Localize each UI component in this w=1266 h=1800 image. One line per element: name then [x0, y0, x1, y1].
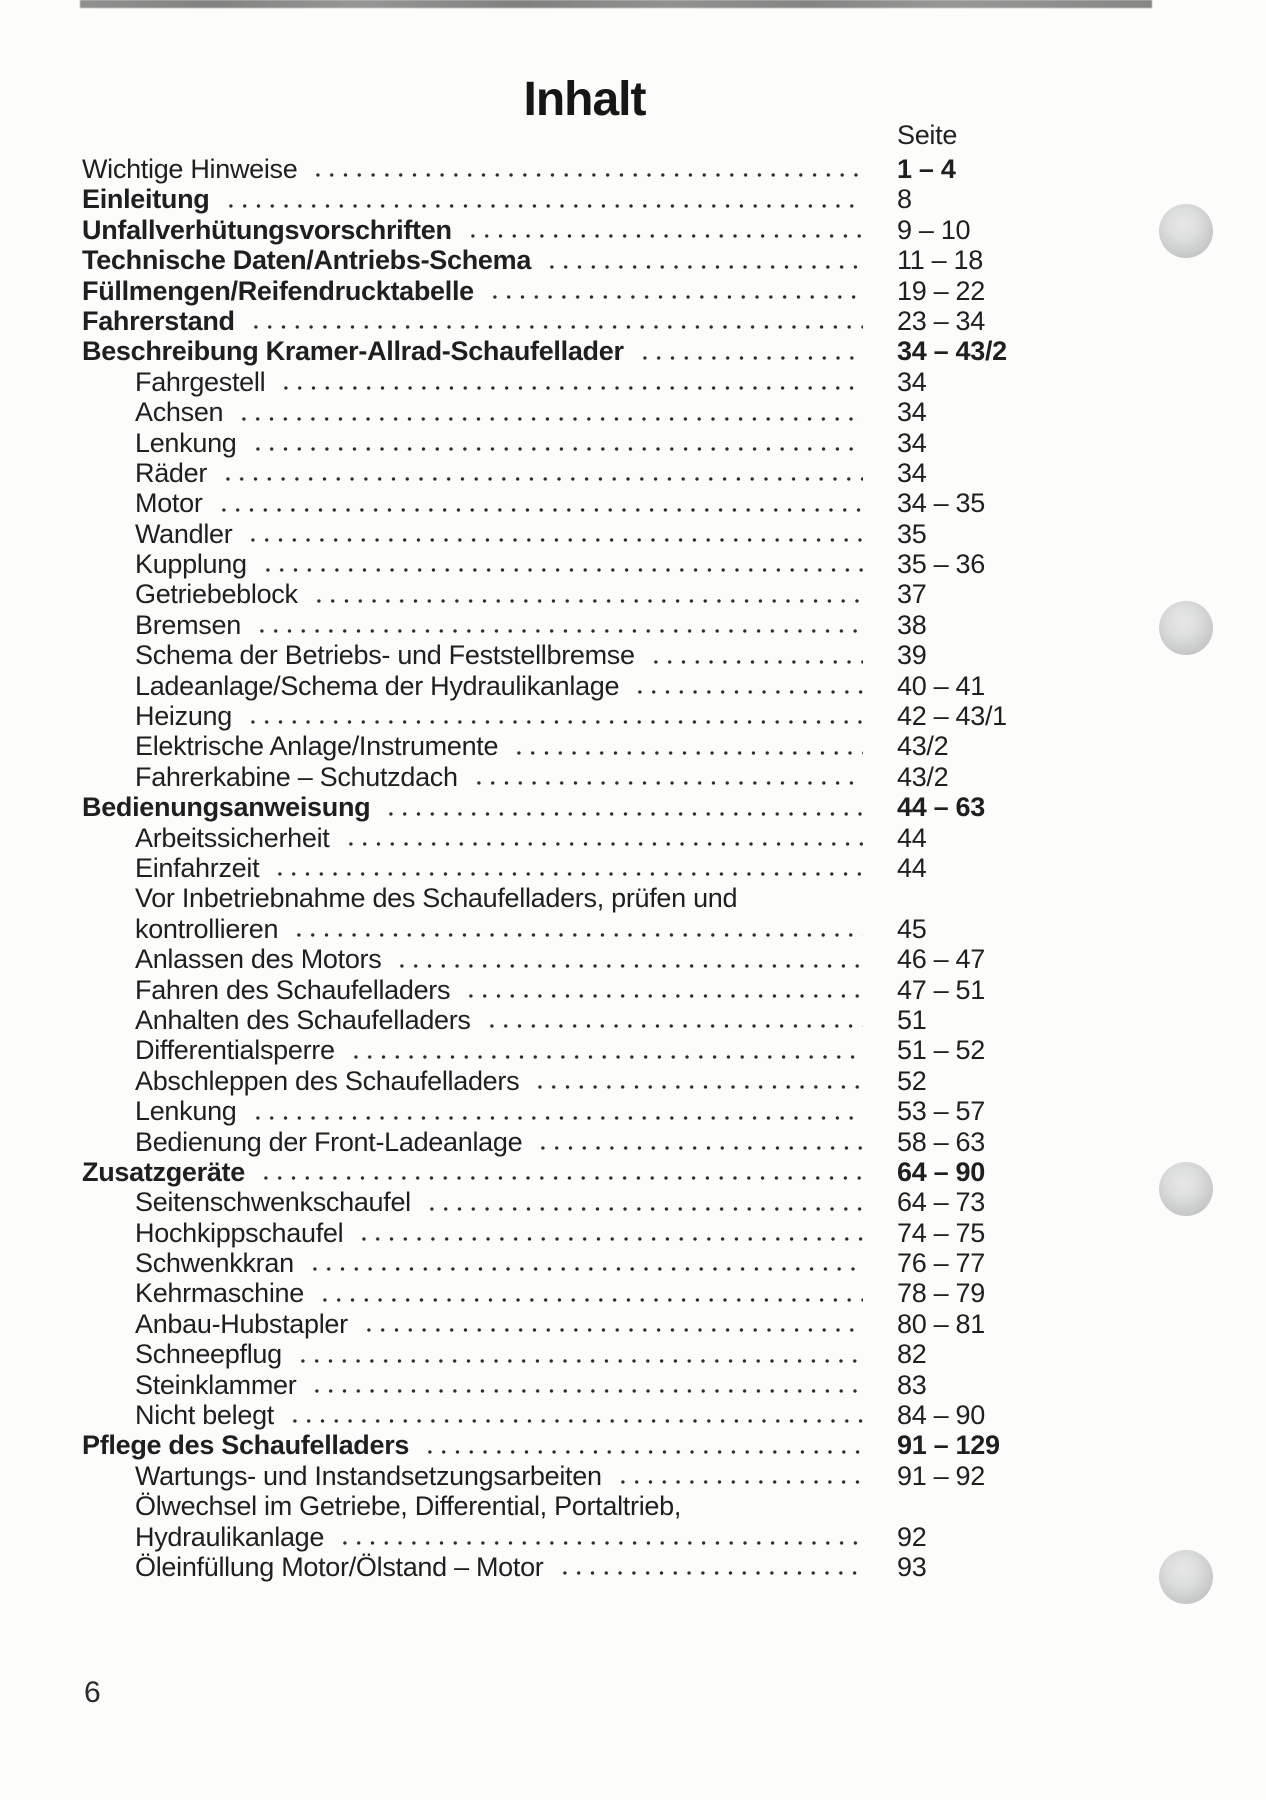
toc-entry-pages: 44 [897, 852, 927, 883]
toc-entry-label: Hochkippschaufel [135, 1217, 344, 1248]
toc-entry [82, 276, 1047, 306]
page-title: Inhalt [523, 73, 646, 126]
toc-entry [82, 306, 1047, 336]
dot-leader [541, 265, 863, 269]
dot-leader [284, 1419, 863, 1423]
toc-entry [82, 458, 1047, 488]
toc-entry-label: Elektrische Anlage/Instrumente [135, 731, 499, 762]
toc-entry [82, 1187, 1047, 1217]
toc-entry-label: Wandler [135, 518, 233, 549]
toc-entry-pages: 44 [897, 822, 927, 853]
toc-entry-pages: 74 – 75 [897, 1217, 985, 1248]
toc-entry-pages: 34 [897, 427, 927, 458]
toc-entry-pages: 9 – 10 [897, 214, 971, 245]
toc-entry-pages: 64 – 90 [897, 1156, 985, 1187]
toc-entry [82, 215, 1047, 245]
dot-leader [242, 538, 863, 542]
toc-entry-pages: 84 – 90 [897, 1400, 985, 1431]
toc-entry-label: Anhalten des Schaufelladers [135, 1004, 471, 1035]
dot-leader [233, 417, 863, 421]
dot-leader [358, 1328, 863, 1332]
dot-leader [691, 1511, 863, 1515]
toc-entry [82, 1005, 1047, 1035]
dot-leader [247, 447, 864, 451]
scan-artifact-strip [80, 0, 1152, 8]
dot-leader [314, 1298, 863, 1302]
toc-entry-pages: 52 [897, 1065, 927, 1096]
dot-leader [419, 1450, 863, 1454]
toc-entry-label: Getriebeblock [135, 579, 298, 610]
dot-leader [554, 1571, 864, 1575]
toc-entry-pages: 1 – 4 [897, 154, 956, 184]
dot-leader [334, 1541, 863, 1545]
toc-entry-label: Unfallverhütungsvorschriften [82, 214, 452, 245]
toc-entry [82, 853, 1047, 883]
toc-entry-pages: 76 – 77 [897, 1248, 985, 1279]
toc-entry-pages: 51 [897, 1004, 927, 1035]
dot-leader [307, 173, 863, 177]
toc-entry-pages: 39 [897, 640, 927, 671]
toc-entry-label: Fahrgestell [135, 366, 266, 397]
toc-entry-pages: 91 – 129 [897, 1430, 1000, 1461]
dot-leader [247, 1116, 864, 1120]
dot-leader [245, 325, 863, 329]
dot-leader [257, 568, 863, 572]
dot-leader [308, 599, 863, 603]
dot-leader [634, 356, 863, 360]
toc-entry-label: Lenkung [135, 427, 237, 458]
dot-leader [269, 872, 863, 876]
toc-entry [82, 1127, 1047, 1157]
dot-leader [251, 629, 863, 633]
toc-entry [82, 1370, 1047, 1400]
binder-hole [1159, 1550, 1213, 1604]
dot-leader [304, 1267, 863, 1271]
dot-leader [340, 842, 864, 846]
toc-entry-pages: 23 – 34 [897, 305, 985, 336]
dot-leader [612, 1480, 863, 1484]
toc-entry [82, 1552, 1047, 1582]
toc-entry [82, 975, 1047, 1005]
dot-leader [529, 1085, 863, 1089]
pages-column-header: Seite [897, 120, 958, 150]
toc-entry-label: Arbeitssicherheit [135, 822, 330, 853]
dot-leader [288, 933, 863, 937]
toc-entry-pages: 11 – 18 [897, 245, 983, 276]
toc-entry-label: Fahren des Schaufelladers [135, 974, 451, 1005]
toc-entry-label: Lenkung [135, 1096, 237, 1127]
toc-entry [82, 731, 1047, 761]
toc-entry-label: Achsen [135, 397, 224, 428]
toc-entry-label: Fahrerkabine – Schutzdach [135, 761, 458, 792]
toc-entry-label: Beschreibung Kramer-Allrad-Schaufellader [82, 336, 624, 367]
toc-entry-pages: 91 – 92 [897, 1460, 985, 1491]
toc-entry [82, 701, 1047, 731]
toc-entry-label: Hydraulikanlage [135, 1521, 325, 1552]
toc-entry-label: Abschleppen des Schaufelladers [135, 1065, 520, 1096]
toc-entry [82, 245, 1047, 275]
toc-entry-pages: 46 – 47 [897, 944, 985, 975]
toc-entry-label: Bedienung der Front-Ladeanlage [135, 1126, 523, 1157]
toc-entry [82, 944, 1047, 974]
dot-leader [532, 1146, 863, 1150]
toc-entry-label: Schwenkkran [135, 1248, 294, 1279]
dot-leader [380, 812, 863, 816]
dot-leader [217, 477, 863, 481]
toc-list [82, 154, 1047, 1582]
toc-entry-pages: 83 [897, 1369, 927, 1400]
toc-entry [82, 367, 1047, 397]
dot-leader [460, 994, 863, 998]
toc-entry-pages: 80 – 81 [897, 1308, 985, 1339]
toc-entry-label: Differentialsperre [135, 1035, 335, 1066]
toc-entry-label: Steinklammer [135, 1369, 297, 1400]
dot-leader [292, 1359, 863, 1363]
toc-entry [82, 1096, 1047, 1126]
dot-leader [345, 1055, 863, 1059]
toc-entry-label: Bremsen [135, 609, 241, 640]
toc-entry-pages: 34 – 43/2 [897, 336, 1007, 367]
toc-entry [82, 1035, 1047, 1065]
dot-leader [213, 508, 863, 512]
toc-entry-label: Seitenschwenkschaufel [135, 1187, 411, 1218]
toc-entry-pages [897, 1491, 1047, 1521]
toc-entry [82, 1278, 1047, 1308]
toc-entry [82, 154, 1047, 184]
toc-entry-label: Einleitung [82, 184, 210, 215]
toc-entry-label: Technische Daten/Antriebs-Schema [82, 245, 532, 276]
toc-entry [82, 1522, 1047, 1552]
dot-leader [421, 1207, 863, 1211]
dot-leader [747, 903, 863, 907]
toc-entry-label: Füllmengen/Reifendrucktabelle [82, 275, 474, 306]
toc-entry [82, 579, 1047, 609]
toc-entry [82, 883, 1047, 913]
toc-entry-pages: 34 [897, 366, 927, 397]
toc-entry-pages: 45 [897, 913, 927, 944]
toc-entry-label: Wichtige Hinweise [82, 154, 298, 184]
toc-entry [82, 1157, 1047, 1187]
toc-entry [82, 1461, 1047, 1491]
toc-entry [82, 184, 1047, 214]
toc-entry-label: Schema der Betriebs- und Feststellbremse [135, 640, 635, 671]
footer-page-number: 6 [84, 1676, 101, 1709]
toc-entry [82, 792, 1047, 822]
toc-entry-pages: 58 – 63 [897, 1126, 985, 1157]
toc-entry-pages: 40 – 41 [897, 670, 985, 701]
toc-entry-pages: 44 – 63 [897, 792, 985, 823]
toc-entry-label: Nicht belegt [135, 1400, 274, 1431]
dot-leader [242, 720, 863, 724]
toc-entry [82, 549, 1047, 579]
toc-entry-pages: 64 – 73 [897, 1187, 985, 1218]
toc-entry-label: Räder [135, 457, 208, 488]
dot-leader [220, 204, 864, 208]
toc-entry-pages: 34 – 35 [897, 488, 985, 519]
binder-hole [1159, 601, 1213, 655]
toc-entry-label: Öleinfüllung Motor/Ölstand – Motor [135, 1551, 544, 1582]
toc-entry [82, 823, 1047, 853]
toc-entry [82, 1430, 1047, 1460]
toc-entry [82, 1491, 1047, 1521]
toc-entry-pages: 42 – 43/1 [897, 701, 1007, 732]
toc-entry [82, 640, 1047, 670]
dot-leader [481, 1024, 863, 1028]
toc-entry-label: Vor Inbetriebnahme des Schaufelladers, prüfen und [135, 883, 738, 914]
toc-entry-pages: 82 [897, 1339, 927, 1370]
toc-entry [82, 1400, 1047, 1430]
toc-entry-pages: 53 – 57 [897, 1096, 985, 1127]
dot-leader [629, 690, 863, 694]
toc-entry [82, 397, 1047, 427]
toc-entry-pages: 51 – 52 [897, 1035, 985, 1066]
toc-entry-pages: 78 – 79 [897, 1278, 985, 1309]
toc-entry-label: Bedienungsanweisung [82, 792, 371, 823]
toc-entry [82, 671, 1047, 701]
toc-entry-pages: 43/2 [897, 731, 949, 762]
dot-leader [275, 386, 863, 390]
dot-leader [645, 660, 863, 664]
toc-entry [82, 428, 1047, 458]
dot-leader [468, 781, 863, 785]
toc-entry-pages: 34 [897, 457, 927, 488]
toc-entry-pages: 43/2 [897, 761, 949, 792]
toc-entry-label: Ladeanlage/Schema der Hydraulikanlage [135, 670, 620, 701]
toc-entry-label: Anbau-Hubstapler [135, 1308, 348, 1339]
toc-entry-label: Kupplung [135, 549, 247, 580]
toc-entry [82, 336, 1047, 366]
toc-entry-pages: 37 [897, 579, 927, 610]
toc-entry-pages: 38 [897, 609, 927, 640]
toc-entry-label: Pflege des Schaufelladers [82, 1430, 410, 1461]
dot-leader [508, 751, 863, 755]
toc-entry [82, 1218, 1047, 1248]
toc-entry [82, 610, 1047, 640]
toc-entry [82, 488, 1047, 518]
binder-hole [1159, 204, 1213, 258]
toc-entry [82, 1248, 1047, 1278]
toc-entry-pages: 35 – 36 [897, 549, 985, 580]
toc-entry-pages: 35 [897, 518, 927, 549]
binder-hole [1159, 1162, 1213, 1216]
toc-entry [82, 914, 1047, 944]
toc-entry-pages: 19 – 22 [897, 275, 985, 306]
dot-leader [462, 234, 863, 238]
toc-entry-label: kontrollieren [135, 913, 279, 944]
toc-entry-pages: 93 [897, 1551, 927, 1582]
toc-entry-pages: 92 [897, 1521, 927, 1552]
toc-entry-pages: 34 [897, 397, 927, 428]
toc-entry-pages: 47 – 51 [897, 974, 985, 1005]
toc-entry [82, 1339, 1047, 1369]
dot-leader [353, 1237, 863, 1241]
toc-entry-label: Kehrmaschine [135, 1278, 304, 1309]
dot-leader [484, 295, 863, 299]
toc-entry [82, 762, 1047, 792]
toc-entry-label: Fahrerstand [82, 305, 235, 336]
toc-entry-label: Zusatzgeräte [82, 1156, 245, 1187]
toc-entry-label: Wartungs- und Instandsetzungsarbeiten [135, 1460, 602, 1491]
toc-entry [82, 1309, 1047, 1339]
toc-entry-label: Einfahrzeit [135, 852, 260, 883]
toc-entry-label: Schneepflug [135, 1339, 282, 1370]
dot-leader [391, 964, 863, 968]
toc-entry [82, 519, 1047, 549]
dot-leader [255, 1176, 863, 1180]
toc-entry-label: Motor [135, 488, 203, 519]
toc-entry-label: Anlassen des Motors [135, 944, 382, 975]
toc-entry [82, 1066, 1047, 1096]
toc-entry-pages: 8 [897, 184, 912, 215]
toc-entry-label: Ölwechsel im Getriebe, Differential, Portaltrieb, [135, 1491, 682, 1522]
toc-entry-label: Heizung [135, 701, 232, 732]
dot-leader [306, 1389, 863, 1393]
toc-entry-pages [897, 883, 1047, 913]
